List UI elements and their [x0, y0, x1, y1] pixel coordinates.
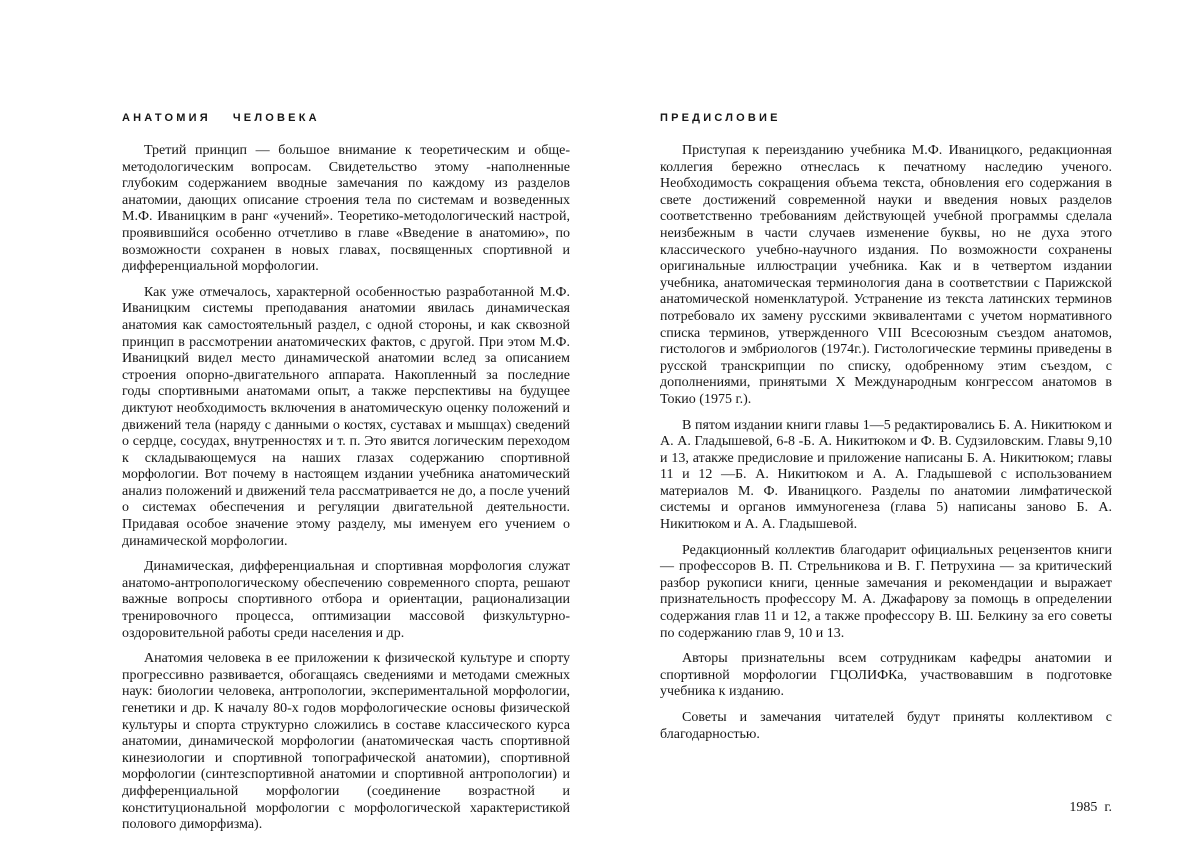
right-page-body [660, 143, 1112, 752]
paragraph: Как уже отмечалось, характерной особенностью разработанной М.Ф. Иваницким системы преподавания анатомии явилась динамическая анатомия как самостоятельный раздел, с одной стороны, и как сквозной принцип в рассмотрении анатомических фактов, с другой. При этом М.Ф. Иваницкий видел место динамической анатомии вслед за описанием строения опорно-двигательного аппарата. Накопленный за последние годы спортивными анатомами опыт, а также перспективы на будущее диктуют необходимость включения в анатомическую оценку положений и движений тела (наряду с данными о костях, суставах и мышцах) сведений о сердце, сосудах, внутренностях и т. п. Это явится логическим переходом к складывающемуся на наших глазах содержанию спортивной морфологии. Вот почему в настоящем издании учебника анатомический анализ положений и движений тела рассматривается не до, а после учений о системах обеспечения и регуляции двигательной деятельности. Придавая особое значение этому разделу, мы именуем его учением о динамической морфологии. [122, 284, 570, 549]
paragraph: Советы и замечания читателей будут приняты коллективом с благодарностью. [660, 710, 1112, 742]
paragraph: Третий принцип — большое внимание к теоретическим и общеметодологическим вопросам. Свидетельство этому -наполненные глубоким содержанием вводные замечания по каждому из разделов анатомии, дающих описание строения тела по системам и возведенных М.Ф. Иваницким в ранг «учений». Теоретико-методологический настрой, проявившийся особенно отчетливо в главе «Введение в анатомию», по возможности сохранен в новых главах, посвященных спортивной и дифференциальной морфологии. [122, 143, 570, 275]
left-page-body [122, 143, 570, 843]
paragraph: Приступая к переизданию учебника М.Ф. Иваницкого, редакционная коллегия бережно отнеслась к печатному наследию ученого. Необходимость сокращения объема текста, обновления его содержания в свете достижений современной науки и введения новых разделов соответственно требованиям действующей учебной программы сделала неизбежным в части случаев изменение буквы, но не духа этого классического учебно-научного издания. По возможности сохранены оригинальные иллюстрации учебника. Как и в четвертом издании учебника, анатомическая терминология дана в соответствии с Парижской анатомической номенклатурой. Устранение из текста латинских терминов потребовало их замену русскими эквивалентами с учетом нормативного списка терминов, утвержденного VIII Всесоюзным съездом анатомов, гистологов и эмбриологов (1974г.). Гистологические термины приведены в русской транскрипции по списку, одобренному этим съездом, с дополнениями, принятыми X Международным конгрессом анатомов в Токио (1975 г.). [660, 143, 1112, 407]
paragraph: Анатомия человека в ее приложении к физической культуре и спорту прогрессивно развивается, обогащаясь сведениями и методами смежных наук: биологии человека, антропологии, экспериментальной морфологии, генетики и др. К началу 80-х годов морфологические основы физической культуры и спорта структурно сложились в составе классического курса анатомии, динамической морфологии (анатомическая часть спортивной кинезиологии и спортивной топографической анатомии), спортивной морфологии (синтезспортивной анатомии и спортивной антропологии) и дифференциальной морфологии (соединение возрастной и конституциональной морфологии с морфологической характеристикой полового диморфизма). [122, 651, 570, 833]
publication-year: 1985 г. [1069, 800, 1112, 815]
running-head-right: ПРЕДИСЛОВИЕ [660, 112, 781, 124]
running-head-word-2: ЧЕЛОВЕКА [232, 112, 320, 124]
paragraph: В пятом издании книги главы 1—5 редактировались Б. А. Никитюком и А. А. Гладышевой, 6-8 -Б. А. Никитюком и Ф. В. Судзиловским. Главы 9,10 и 13, атакже предисловие и приложение написаны Б. А. Никитюком; главы 11 и 12 —Б. А. Никитюком и А. А. Гладышевой с использованием материалов М. Ф. Иваницкого. Разделы по анатомии лимфатической системы и органов иммуногенеза (глава 5) написаны заново Б. А. Никитюком и А. А. Гладышевой. [660, 417, 1112, 533]
paragraph: Авторы признательны всем сотрудникам кафедры анатомии и спортивной морфологии ГЦОЛИФКа, участвовавшим в подготовке учебника к изданию. [660, 651, 1112, 700]
running-head-word-1: АНАТОМИЯ [122, 112, 211, 124]
paragraph: Динамическая, дифференциальная и спортивная морфология служат анатомо-антропологическому обеспечению современного спорта, решают важные вопросы спортивного отбора и ориентации, рационализации тренировочного процесса, оптимизации массовой физкультурно-оздоровительной работы среди населения и др. [122, 559, 570, 641]
paragraph: Редакционный коллектив благодарит официальных рецензентов книги — профессоров В. П. Стрельникова и В. Г. Петрухина — за критический разбор рукописи книги, ценные замечания и рекомендации и выражает признательность профессору М. А. Джафарову за помощь в определении содержания глав 11 и 12, а также профессору В. Ш. Белкину за его советы по содержанию глав 9, 10 и 13. [660, 542, 1112, 641]
running-head-left [122, 112, 320, 124]
